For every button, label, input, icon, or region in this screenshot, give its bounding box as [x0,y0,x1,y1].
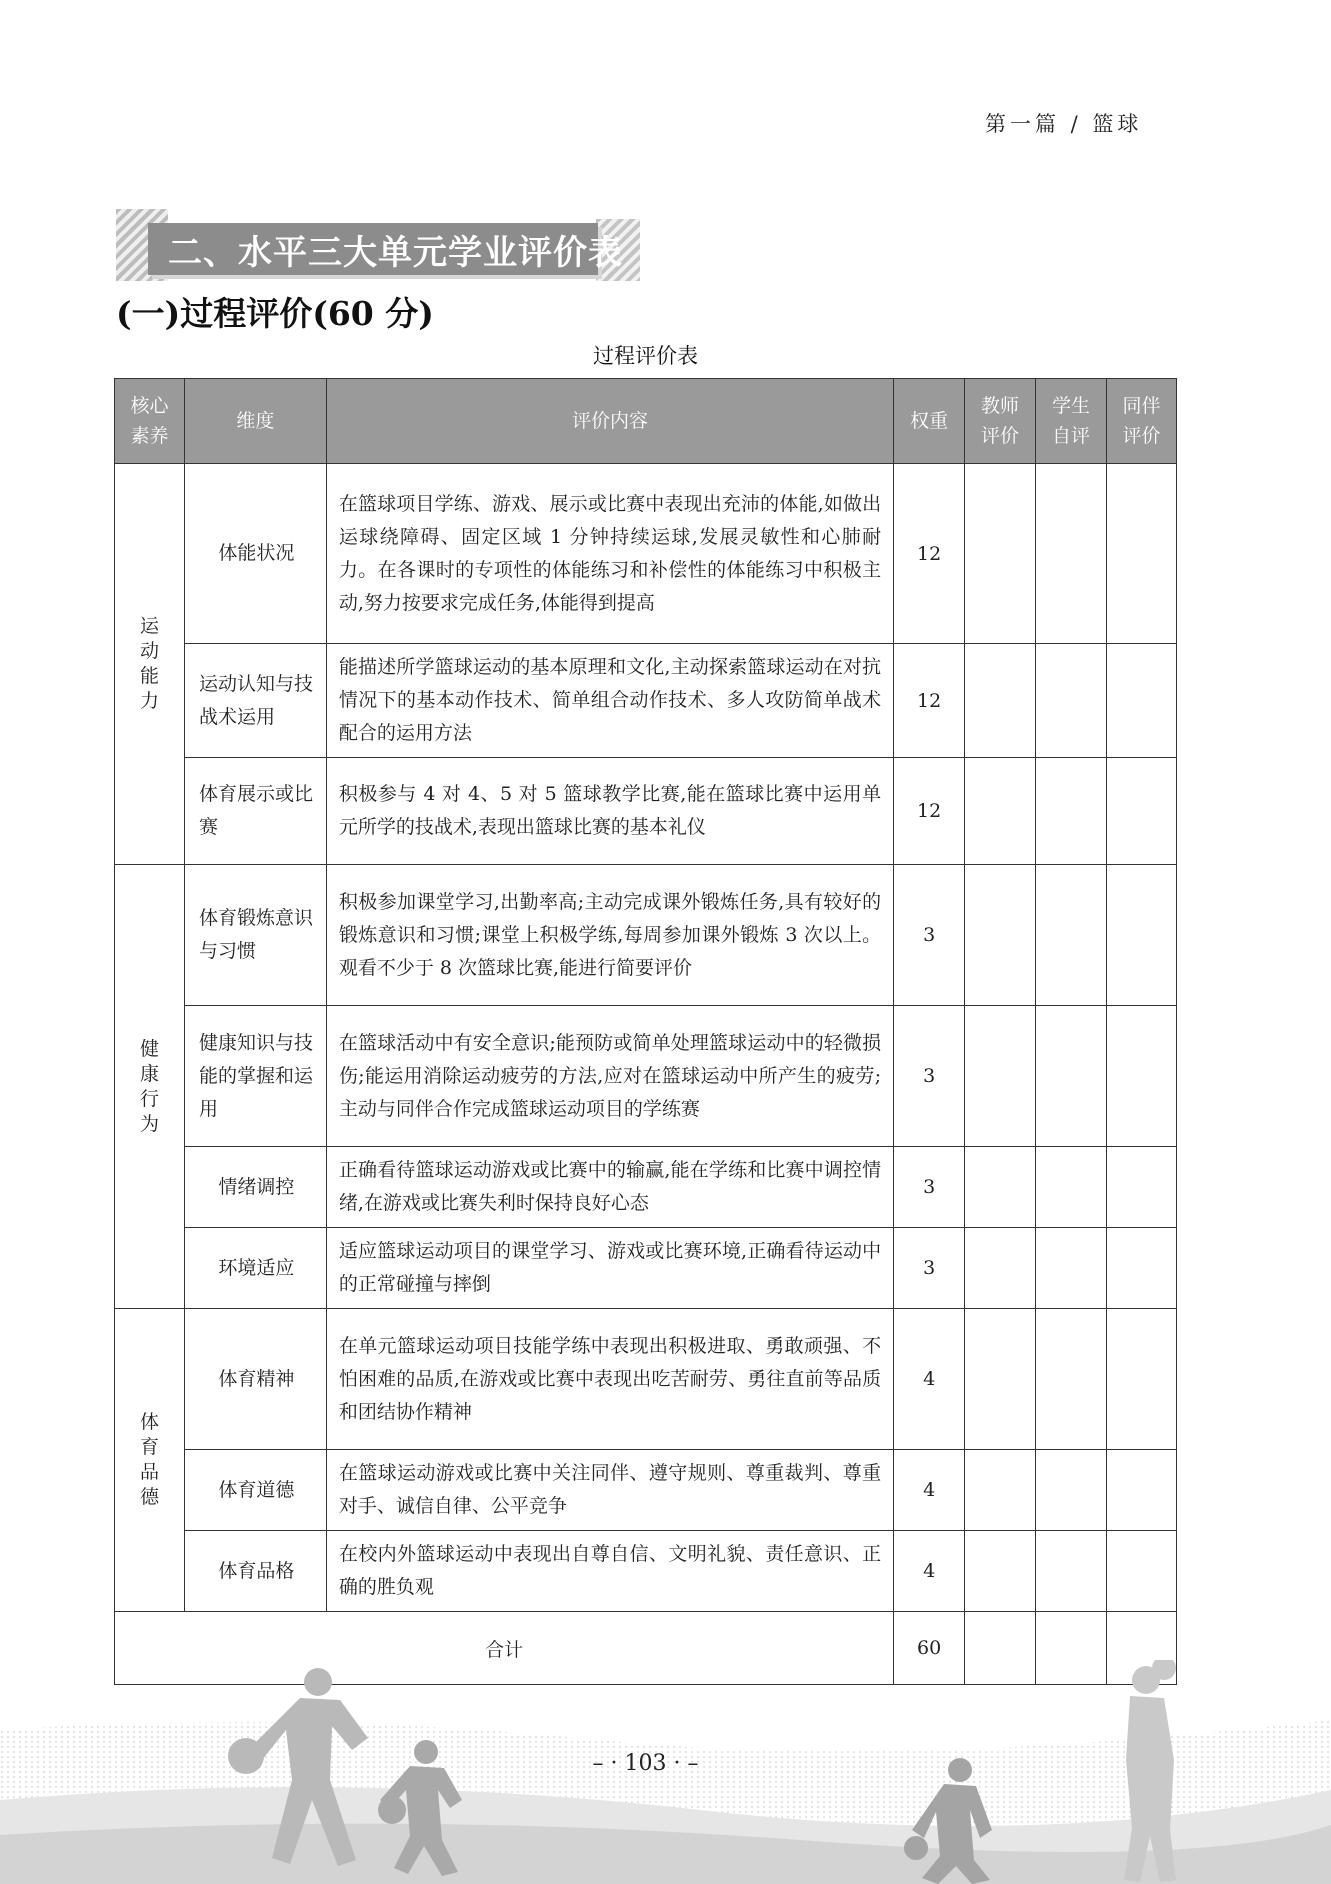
weight-cell: 4 [894,1531,965,1612]
peer-score-cell[interactable] [1106,1450,1176,1531]
table-row [115,1309,1177,1450]
content-cell: 能描述所学篮球运动的基本原理和文化,主动探索篮球运动在对抗情况下的基本动作技术、简单组合动作技术、多人攻防简单战术配合的运用方法 [326,644,893,758]
page-number: – · 103 · – [592,1751,699,1776]
dim-cell: 健康知识与技能的掌握和运用 [184,1006,326,1147]
table-row [115,1450,1177,1531]
teacher-score-cell[interactable] [965,1450,1036,1531]
header-teacher: 教师评价 [965,379,1036,464]
teacher-score-cell[interactable] [965,1006,1036,1147]
dim-cell: 体育品格 [184,1531,326,1612]
weight-cell: 12 [894,758,965,865]
teacher-score-cell[interactable] [965,1309,1036,1450]
peer-score-cell[interactable] [1106,1309,1176,1450]
weight-cell: 4 [894,1450,965,1531]
table-row [115,464,1177,644]
peer-score-cell[interactable] [1106,758,1176,865]
teacher-score-cell[interactable] [965,644,1036,758]
dim-cell: 环境适应 [184,1228,326,1309]
self-score-cell[interactable] [1036,644,1107,758]
core-cell: 体育品德 [115,1309,185,1612]
header-core: 核心素养 [115,379,185,464]
weight-cell: 3 [894,1006,965,1147]
header-self: 学生自评 [1036,379,1107,464]
running-head: 第一篇 / 篮球 [985,112,1143,136]
weight-cell: 4 [894,1309,965,1450]
teacher-score-cell[interactable] [965,865,1036,1006]
teacher-score-cell[interactable] [965,758,1036,865]
dim-cell: 运动认知与技战术运用 [184,644,326,758]
table-caption: 过程评价表 [593,344,698,368]
evaluation-table [114,378,1177,1685]
table-row [115,1006,1177,1147]
header-peer: 同伴评价 [1106,379,1176,464]
header-dim: 维度 [184,379,326,464]
dim-cell: 体育展示或比赛 [184,758,326,865]
content-cell: 积极参加课堂学习,出勤率高;主动完成课外锻炼任务,具有较好的锻炼意识和习惯;课堂上积极学练,每周参加课外锻炼 3 次以上。观看不少于 8 次篮球比赛,能进行简要评价 [326,865,893,1006]
self-score-cell[interactable] [1036,758,1107,865]
teacher-score-cell[interactable] [965,1531,1036,1612]
peer-score-cell[interactable] [1106,865,1176,1006]
self-score-cell[interactable] [1036,1309,1107,1450]
table-row [115,1228,1177,1309]
teacher-score-cell[interactable] [965,1147,1036,1228]
content-cell: 在篮球活动中有安全意识;能预防或简单处理篮球运动中的轻微损伤;能运用消除运动疲劳的方法,应对在篮球运动中所产生的疲劳;主动与同伴合作完成篮球运动项目的学练赛 [326,1006,893,1147]
header-content: 评价内容 [326,379,893,464]
content-cell: 在篮球项目学练、游戏、展示或比赛中表现出充沛的体能,如做出运球绕障碍、固定区域 1 分钟持续运球,发展灵敏性和心肺耐力。在各课时的专项性的体能练习和补偿性的体能练习中积极主动,努力按要求完成任务,体能得到提高 [326,464,893,644]
table-row [115,758,1177,865]
peer-score-cell[interactable] [1106,1006,1176,1147]
dim-cell: 体育道德 [184,1450,326,1531]
self-score-cell[interactable] [1036,1228,1107,1309]
self-score-cell[interactable] [1036,464,1107,644]
table-row [115,1531,1177,1612]
dim-cell: 体育精神 [184,1309,326,1450]
weight-cell: 3 [894,865,965,1006]
weight-cell: 3 [894,1228,965,1309]
teacher-score-cell[interactable] [965,1228,1036,1309]
dim-cell: 情绪调控 [184,1147,326,1228]
content-cell: 适应篮球运动项目的课堂学习、游戏或比赛环境,正确看待运动中的正常碰撞与摔倒 [326,1228,893,1309]
section-banner [116,209,646,281]
content-cell: 在篮球运动游戏或比赛中关注同伴、遵守规则、尊重裁判、尊重对手、诚信自律、公平竞争 [326,1450,893,1531]
table-row [115,1147,1177,1228]
subsection-title: (一)过程评价(60 分) [116,294,434,333]
self-score-cell[interactable] [1036,1006,1107,1147]
self-score-cell[interactable] [1036,865,1107,1006]
content-cell: 在单元篮球运动项目技能学练中表现出积极进取、勇敢顽强、不怕困难的品质,在游戏或比赛中表现出吃苦耐劳、勇往直前等品质和团结协作精神 [326,1309,893,1450]
teacher-score-cell[interactable] [965,464,1036,644]
weight-cell: 3 [894,1147,965,1228]
peer-score-cell[interactable] [1106,1531,1176,1612]
self-score-cell[interactable] [1036,1450,1107,1531]
peer-score-cell[interactable] [1106,464,1176,644]
content-cell: 在校内外篮球运动中表现出自尊自信、文明礼貌、责任意识、正确的胜负观 [326,1531,893,1612]
self-score-cell[interactable] [1036,1147,1107,1228]
header-row [115,379,1177,464]
peer-score-cell[interactable] [1106,1147,1176,1228]
core-cell: 健康行为 [115,865,185,1309]
core-cell: 运动能力 [115,464,185,865]
self-score-cell[interactable] [1036,1531,1107,1612]
total-weight: 60 [894,1612,965,1685]
weight-cell: 12 [894,644,965,758]
table-row [115,644,1177,758]
weight-cell: 12 [894,464,965,644]
table-row [115,865,1177,1006]
dim-cell: 体能状况 [184,464,326,644]
dim-cell: 体育锻炼意识与习惯 [184,865,326,1006]
content-cell: 积极参与 4 对 4、5 对 5 篮球教学比赛,能在篮球比赛中运用单元所学的技战术,表现出篮球比赛的基本礼仪 [326,758,893,865]
header-weight: 权重 [894,379,965,464]
content-cell: 正确看待篮球运动游戏或比赛中的输赢,能在学练和比赛中调控情绪,在游戏或比赛失利时保持良好心态 [326,1147,893,1228]
section-title: 二、水平三大单元学业评价表 [168,233,623,273]
total-label: 合计 [115,1612,894,1685]
peer-score-cell[interactable] [1106,644,1176,758]
peer-score-cell[interactable] [1106,1228,1176,1309]
